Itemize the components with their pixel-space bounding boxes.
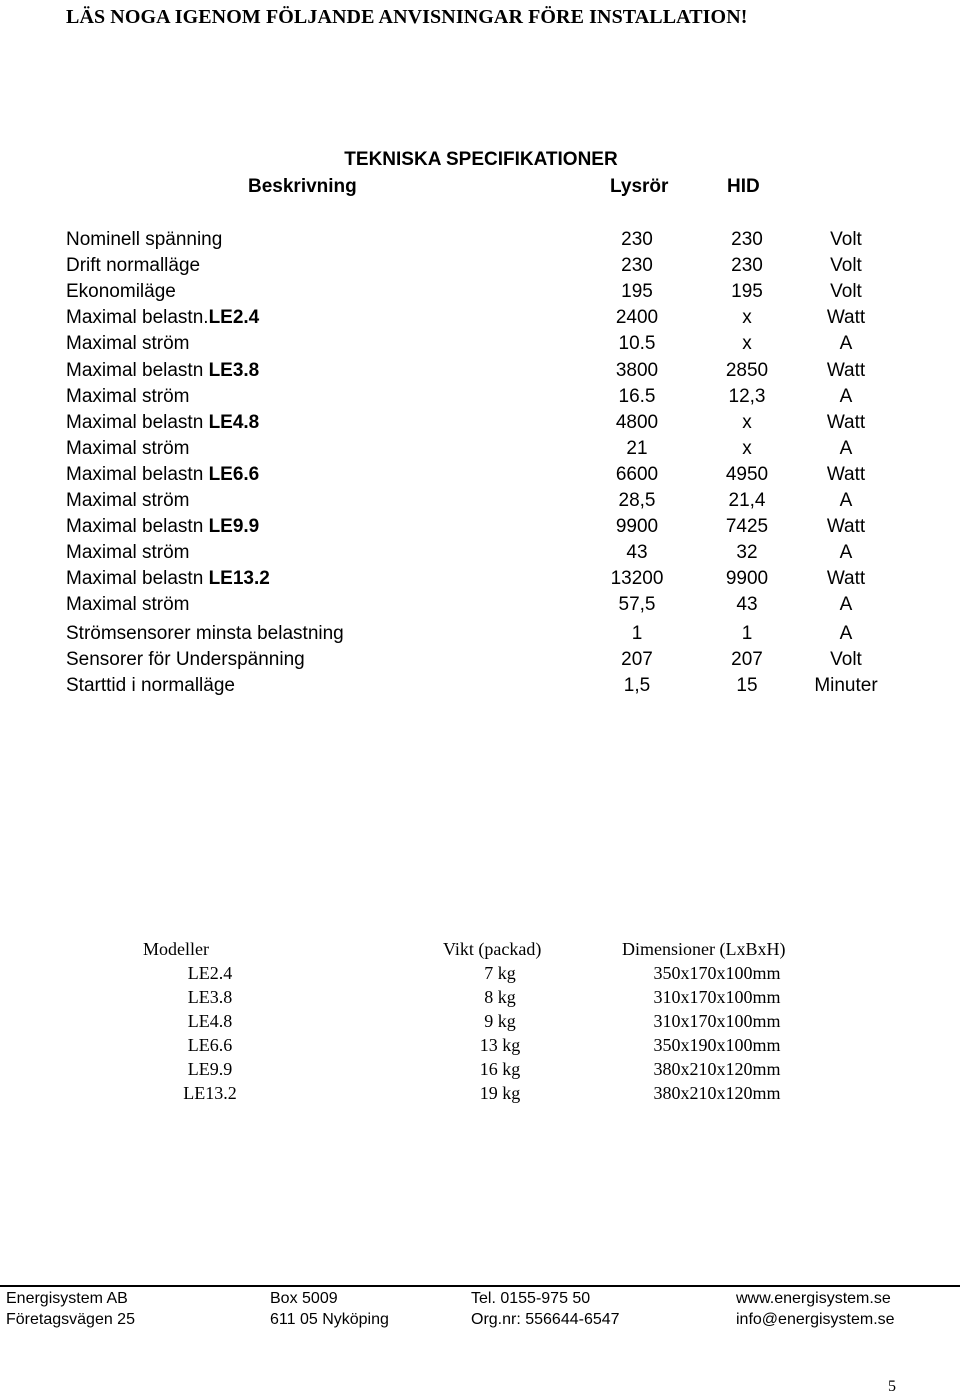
spec-value-hid: 207	[731, 649, 763, 670]
spec-value-lysror: 1,5	[623, 675, 651, 696]
spec-value-hid: 2850	[725, 360, 769, 381]
model-dimensions: 380x210x120mm	[653, 1059, 781, 1079]
spec-title: TEKNISKA SPECIFIKATIONER	[344, 149, 618, 170]
footer-org-number: Org.nr: 556644-6547	[471, 1311, 620, 1328]
spec-row	[0, 621, 960, 647]
spec-label	[66, 592, 190, 618]
spec-value-hid: x	[742, 438, 752, 459]
model-weight: 16 kg	[479, 1059, 521, 1079]
spec-row	[0, 540, 960, 566]
spec-value-lysror: 9900	[615, 516, 659, 537]
spec-value-hid: 43	[736, 594, 758, 615]
spec-label	[66, 253, 200, 279]
footer-website-link[interactable]: www.energisystem.se	[736, 1290, 891, 1307]
model-dimensions: 350x190x100mm	[653, 1035, 781, 1055]
spec-label-text: Maximal ström	[66, 386, 190, 407]
spec-value-hid: 9900	[725, 568, 769, 589]
spec-model-code: LE9.9	[208, 516, 260, 537]
spec-value-hid: x	[742, 412, 752, 433]
spec-label	[66, 566, 270, 592]
spec-row	[0, 488, 960, 514]
model-name: LE3.8	[187, 987, 233, 1007]
spec-unit: Watt	[826, 360, 866, 381]
model-weight: 9 kg	[484, 1011, 516, 1031]
spec-label	[66, 227, 222, 253]
spec-value-lysror: 195	[621, 281, 653, 302]
spec-col-hid: HID	[727, 176, 760, 197]
model-row	[0, 1009, 960, 1033]
spec-unit: A	[839, 623, 853, 644]
spec-row	[0, 410, 960, 436]
spec-label	[66, 514, 259, 540]
spec-label-text: Maximal ström	[66, 333, 190, 354]
spec-value-lysror: 6600	[615, 464, 659, 485]
spec-label-text: Maximal belastn	[66, 412, 209, 433]
spec-row	[0, 279, 960, 305]
spec-label-text: Maximal belastn	[66, 568, 209, 589]
footer-city: 611 05 Nyköping	[270, 1311, 389, 1328]
spec-row	[0, 647, 960, 673]
spec-label-text: Nominell spänning	[66, 229, 223, 250]
spec-label-text: Maximal belastn	[66, 464, 209, 485]
spec-label	[66, 331, 190, 357]
spec-unit: Watt	[826, 568, 866, 589]
models-col-dimensions: Dimensioner (LxBxH)	[622, 939, 786, 959]
spec-model-code: LE13.2	[208, 568, 270, 589]
model-dimensions: 310x170x100mm	[653, 1011, 781, 1031]
models-col-weight: Vikt (packad)	[443, 939, 542, 959]
footer-email-link[interactable]: info@energisystem.se	[736, 1311, 895, 1328]
spec-row	[0, 358, 960, 384]
spec-model-code: LE4.8	[208, 412, 260, 433]
spec-label	[66, 436, 190, 462]
model-weight: 13 kg	[479, 1035, 521, 1055]
spec-unit: Watt	[826, 412, 866, 433]
spec-value-lysror: 43	[626, 542, 648, 563]
spec-col-lysror: Lysrör	[610, 176, 669, 197]
spec-value-lysror: 230	[621, 229, 653, 250]
spec-unit: A	[839, 594, 853, 615]
spec-unit: Volt	[830, 281, 862, 302]
footer-box: Box 5009	[270, 1290, 338, 1307]
installation-warning-heading: LÄS NOGA IGENOM FÖLJANDE ANVISNINGAR FÖRE INSTALLATION!	[66, 6, 748, 28]
model-dimensions: 310x170x100mm	[653, 987, 781, 1007]
spec-row	[0, 253, 960, 279]
spec-col-description: Beskrivning	[248, 176, 357, 197]
footer-company: Energisystem AB	[6, 1290, 128, 1307]
spec-label	[66, 410, 259, 436]
spec-label	[66, 673, 235, 699]
spec-label-text: Sensorer för Underspänning	[66, 649, 305, 670]
spec-value-hid: 230	[731, 229, 763, 250]
model-weight: 7 kg	[484, 963, 516, 983]
spec-value-hid: 230	[731, 255, 763, 276]
spec-row	[0, 436, 960, 462]
spec-row	[0, 462, 960, 488]
model-name: LE2.4	[187, 963, 233, 983]
spec-value-hid: 12,3	[728, 386, 766, 407]
footer-phone: Tel. 0155-975 50	[471, 1290, 591, 1307]
spec-value-hid: x	[742, 333, 752, 354]
spec-value-lysror: 2400	[615, 307, 659, 328]
spec-value-hid: 32	[736, 542, 758, 563]
spec-label	[66, 279, 176, 305]
spec-label-text: Starttid i normalläge	[66, 675, 235, 696]
spec-label-text: Maximal ström	[66, 438, 190, 459]
spec-row	[0, 673, 960, 699]
page-number: 5	[888, 1378, 896, 1395]
spec-value-lysror: 230	[621, 255, 653, 276]
model-name: LE13.2	[183, 1083, 237, 1103]
model-dimensions: 380x210x120mm	[653, 1083, 781, 1103]
spec-value-lysror: 28,5	[618, 490, 656, 511]
spec-value-hid: 21,4	[728, 490, 766, 511]
spec-row	[0, 384, 960, 410]
spec-label-text: Maximal ström	[66, 594, 190, 615]
spec-unit: Volt	[830, 255, 862, 276]
spec-value-lysror: 1	[631, 623, 643, 644]
spec-value-hid: 7425	[725, 516, 769, 537]
spec-unit: Watt	[826, 464, 866, 485]
spec-label-text: Maximal belastn	[66, 516, 209, 537]
spec-value-lysror: 57,5	[618, 594, 656, 615]
spec-row	[0, 331, 960, 357]
spec-label-text: Strömsensorer minsta belastning	[66, 623, 344, 644]
spec-value-lysror: 3800	[615, 360, 659, 381]
spec-label-text: Maximal ström	[66, 490, 190, 511]
spec-model-code: LE6.6	[208, 464, 260, 485]
model-row	[0, 985, 960, 1009]
spec-value-hid: 195	[731, 281, 763, 302]
spec-label	[66, 462, 259, 488]
spec-label	[66, 305, 259, 331]
spec-row	[0, 514, 960, 540]
spec-value-lysror: 10.5	[618, 333, 656, 354]
spec-value-lysror: 207	[621, 649, 653, 670]
spec-unit: A	[839, 386, 853, 407]
model-row	[0, 1033, 960, 1057]
footer-street: Företagsvägen 25	[6, 1311, 135, 1328]
spec-value-hid: 15	[736, 675, 758, 696]
spec-value-hid: 4950	[725, 464, 769, 485]
spec-unit: A	[839, 333, 853, 354]
model-row	[0, 1057, 960, 1081]
spec-unit: Minuter	[814, 675, 878, 696]
model-name: LE6.6	[187, 1035, 233, 1055]
spec-unit: A	[839, 542, 853, 563]
spec-value-lysror: 21	[626, 438, 648, 459]
model-weight: 8 kg	[484, 987, 516, 1007]
spec-label	[66, 488, 190, 514]
spec-label-text: Drift normalläge	[66, 255, 201, 276]
spec-label	[66, 358, 259, 384]
model-dimensions: 350x170x100mm	[653, 963, 781, 983]
model-name: LE4.8	[187, 1011, 233, 1031]
models-col-model: Modeller	[143, 939, 209, 959]
spec-label-text: Maximal ström	[66, 542, 190, 563]
spec-row	[0, 592, 960, 618]
footer-divider	[0, 1285, 960, 1287]
spec-unit: Watt	[826, 307, 866, 328]
spec-label-text: Maximal belastn.	[66, 307, 209, 328]
spec-row	[0, 305, 960, 331]
spec-unit: A	[839, 490, 853, 511]
model-weight: 19 kg	[479, 1083, 521, 1103]
spec-label	[66, 384, 190, 410]
spec-label-text: Ekonomiläge	[66, 281, 176, 302]
spec-value-lysror: 13200	[610, 568, 664, 589]
spec-value-hid: 1	[741, 623, 753, 644]
spec-model-code: LE2.4	[208, 307, 260, 328]
spec-row	[0, 227, 960, 253]
spec-model-code: LE3.8	[208, 360, 260, 381]
spec-unit: A	[839, 438, 853, 459]
model-row	[0, 1081, 960, 1105]
spec-unit: Watt	[826, 516, 866, 537]
spec-label	[66, 621, 344, 647]
spec-unit: Volt	[830, 649, 862, 670]
spec-label	[66, 647, 305, 673]
spec-row	[0, 566, 960, 592]
models-table-header	[0, 937, 960, 961]
spec-label-text: Maximal belastn	[66, 360, 209, 381]
spec-value-lysror: 4800	[615, 412, 659, 433]
spec-unit: Volt	[830, 229, 862, 250]
spec-label	[66, 540, 190, 566]
model-name: LE9.9	[187, 1059, 233, 1079]
spec-value-hid: x	[742, 307, 752, 328]
spec-value-lysror: 16.5	[618, 386, 656, 407]
model-row	[0, 961, 960, 985]
